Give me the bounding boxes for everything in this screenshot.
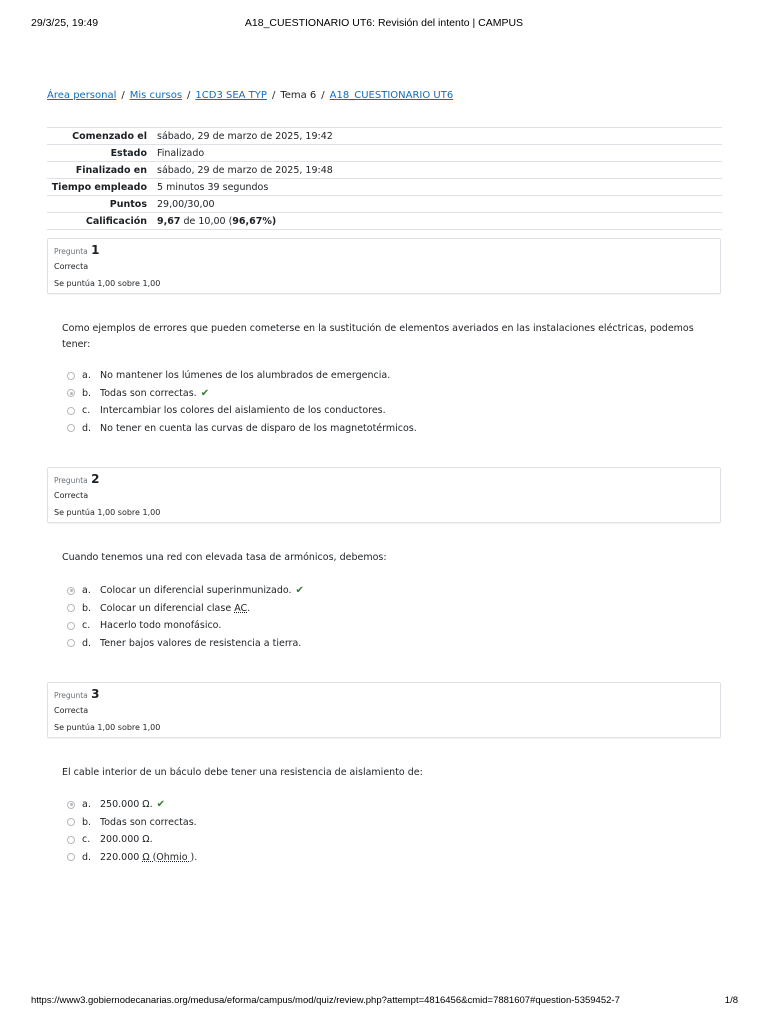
- summary-label: Estado: [110, 147, 147, 159]
- answer-list-2: [67, 582, 707, 652]
- answer-option-selected[interactable]: [67, 796, 707, 814]
- breadcrumb-separator: /: [187, 90, 191, 101]
- answer-option-selected[interactable]: [67, 385, 707, 403]
- radio-icon[interactable]: [67, 604, 75, 612]
- answer-text: Todas son correctas.: [100, 816, 197, 828]
- question-label: Pregunta: [54, 691, 88, 700]
- summary-row-finished: [47, 162, 722, 179]
- answer-text: Todas son correctas.: [100, 387, 197, 399]
- answer-text: Tener bajos valores de resistencia a tierra.: [100, 637, 302, 649]
- question-number: [54, 687, 99, 701]
- answer-letter: b.: [82, 387, 92, 399]
- question-number-value: 1: [91, 243, 100, 257]
- radio-icon[interactable]: [67, 622, 75, 630]
- question-info-2: [47, 467, 721, 523]
- radio-icon[interactable]: [67, 587, 75, 595]
- answer-option[interactable]: [67, 831, 707, 849]
- breadcrumb-separator: /: [271, 90, 276, 101]
- question-grade: Se puntúa 1,00 sobre 1,00: [54, 279, 161, 288]
- print-page-number: 1/8: [724, 995, 738, 1006]
- breadcrumb-area-personal[interactable]: Área personal: [47, 90, 117, 101]
- question-state: Correcta: [54, 491, 89, 500]
- answer-letter: d.: [82, 851, 92, 863]
- question-number-value: 2: [91, 472, 100, 486]
- breadcrumb: [47, 90, 453, 101]
- summary-label: Calificación: [85, 215, 147, 227]
- summary-value: 5 minutos 39 segundos: [157, 181, 269, 193]
- answer-letter: b.: [82, 602, 92, 614]
- breadcrumb-quiz[interactable]: A18_CUESTIONARIO UT6: [329, 90, 454, 101]
- print-title: A18_CUESTIONARIO UT6: Revisión del intento | CAMPUS: [244, 17, 524, 29]
- breadcrumb-separator: /: [121, 90, 125, 101]
- question-label: Pregunta: [54, 247, 88, 256]
- radio-icon[interactable]: [67, 853, 75, 861]
- breadcrumb-course[interactable]: 1CD3 SEA TYP: [195, 90, 267, 101]
- summary-value: Finalizado: [157, 147, 205, 159]
- check-icon: ✔: [295, 585, 304, 597]
- radio-icon[interactable]: [67, 836, 75, 844]
- question-number-value: 3: [91, 687, 100, 701]
- radio-icon[interactable]: [67, 801, 75, 809]
- answer-option[interactable]: [67, 402, 707, 420]
- question-text-2: Cuando tenemos una red con elevada tasa de armónicos, debemos:: [62, 552, 387, 563]
- radio-icon[interactable]: [67, 389, 75, 397]
- answer-text: No tener en cuenta las curvas de disparo de los magnetotérmicos.: [100, 422, 417, 434]
- answer-letter: c.: [82, 405, 91, 417]
- radio-icon[interactable]: [67, 407, 75, 415]
- summary-label: Finalizado en: [75, 164, 147, 176]
- question-grade: Se puntúa 1,00 sobre 1,00: [54, 723, 161, 732]
- answer-text-after: .: [247, 602, 251, 614]
- answer-option[interactable]: [67, 617, 707, 635]
- grade-middle: de 10,00 (: [180, 215, 233, 227]
- answer-text: 220.000: [100, 851, 143, 863]
- answer-letter: c.: [82, 620, 91, 632]
- answer-list-3: [67, 796, 707, 866]
- grade-end: %): [262, 215, 277, 227]
- summary-grade-value: [152, 213, 722, 230]
- question-number: [54, 243, 99, 257]
- summary-row-points: [47, 196, 722, 213]
- summary-label: Tiempo empleado: [51, 181, 147, 193]
- answer-text: Intercambiar los colores del aislamiento de los conductores.: [100, 405, 386, 417]
- question-number: [54, 472, 99, 486]
- answer-letter: a.: [82, 799, 91, 811]
- answer-option[interactable]: [67, 420, 707, 438]
- answer-list-1: [67, 367, 707, 437]
- grade-score: 9,67: [157, 215, 181, 227]
- answer-letter: b.: [82, 816, 92, 828]
- check-icon: ✔: [200, 387, 210, 399]
- print-url: https://www3.gobiernodecanarias.org/medusa/eforma/campus/mod/quiz/review.php?attempt=4816456&cmid=7881607#question-5359452-7: [31, 995, 620, 1006]
- summary-value: 29,00/30,00: [157, 198, 215, 210]
- question-text-1: Como ejemplos de errores que pueden cometerse en la sustitución de elementos averiados en las instalaciones eléctricas, podemos tener:: [62, 323, 694, 350]
- check-icon: ✔: [156, 799, 165, 811]
- summary-value: sábado, 29 de marzo de 2025, 19:42: [157, 130, 333, 142]
- answer-option[interactable]: [67, 635, 707, 653]
- answer-text: 200.000 Ω.: [100, 834, 153, 846]
- answer-text: Colocar un diferencial clase: [100, 602, 235, 614]
- question-label: Pregunta: [54, 476, 88, 485]
- radio-icon[interactable]: [67, 424, 75, 432]
- attempt-summary-table: [47, 127, 722, 230]
- answer-text: Colocar un diferencial superinmunizado.: [100, 585, 292, 597]
- summary-row-started: [47, 128, 722, 145]
- answer-option[interactable]: [67, 849, 707, 867]
- answer-text: No mantener los lúmenes de los alumbrados de emergencia.: [100, 370, 391, 382]
- print-date: 29/3/25, 19:49: [31, 17, 99, 29]
- question-state: Correcta: [54, 262, 89, 271]
- answer-letter: c.: [82, 834, 91, 846]
- question-info-1: [47, 238, 721, 294]
- answer-option[interactable]: [67, 367, 707, 385]
- answer-letter: a.: [82, 585, 91, 597]
- answer-letter: a.: [82, 370, 91, 382]
- summary-row-grade: [47, 213, 722, 230]
- answer-letter: d.: [82, 422, 92, 434]
- answer-abbr: AC: [234, 602, 248, 614]
- answer-text: 250.000 Ω.: [100, 799, 153, 811]
- print-header: [0, 17, 768, 31]
- question-grade: Se puntúa 1,00 sobre 1,00: [54, 508, 161, 517]
- answer-option[interactable]: [67, 600, 707, 618]
- radio-icon[interactable]: [67, 372, 75, 380]
- answer-text-after: .: [194, 851, 198, 863]
- summary-value: sábado, 29 de marzo de 2025, 19:48: [157, 164, 333, 176]
- answer-text: Hacerlo todo monofásico.: [100, 620, 222, 632]
- radio-icon[interactable]: [67, 639, 75, 647]
- answer-abbr: Ω (Ohmio ): [142, 851, 195, 863]
- breadcrumb-tema: Tema 6: [280, 90, 317, 101]
- summary-row-state: [47, 145, 722, 162]
- summary-label: Puntos: [109, 198, 147, 210]
- summary-row-time: [47, 179, 722, 196]
- question-info-3: [47, 682, 721, 738]
- answer-option[interactable]: [67, 814, 707, 832]
- radio-icon[interactable]: [67, 818, 75, 826]
- answer-letter: d.: [82, 637, 92, 649]
- answer-option-selected[interactable]: [67, 582, 707, 600]
- question-text-3: El cable interior de un báculo debe tener una resistencia de aislamiento de:: [62, 767, 423, 778]
- breadcrumb-mis-cursos[interactable]: Mis cursos: [129, 90, 183, 101]
- question-state: Correcta: [54, 706, 89, 715]
- breadcrumb-separator: /: [321, 90, 325, 101]
- grade-percent: 96,67: [232, 215, 263, 227]
- summary-label: Comenzado el: [72, 130, 147, 142]
